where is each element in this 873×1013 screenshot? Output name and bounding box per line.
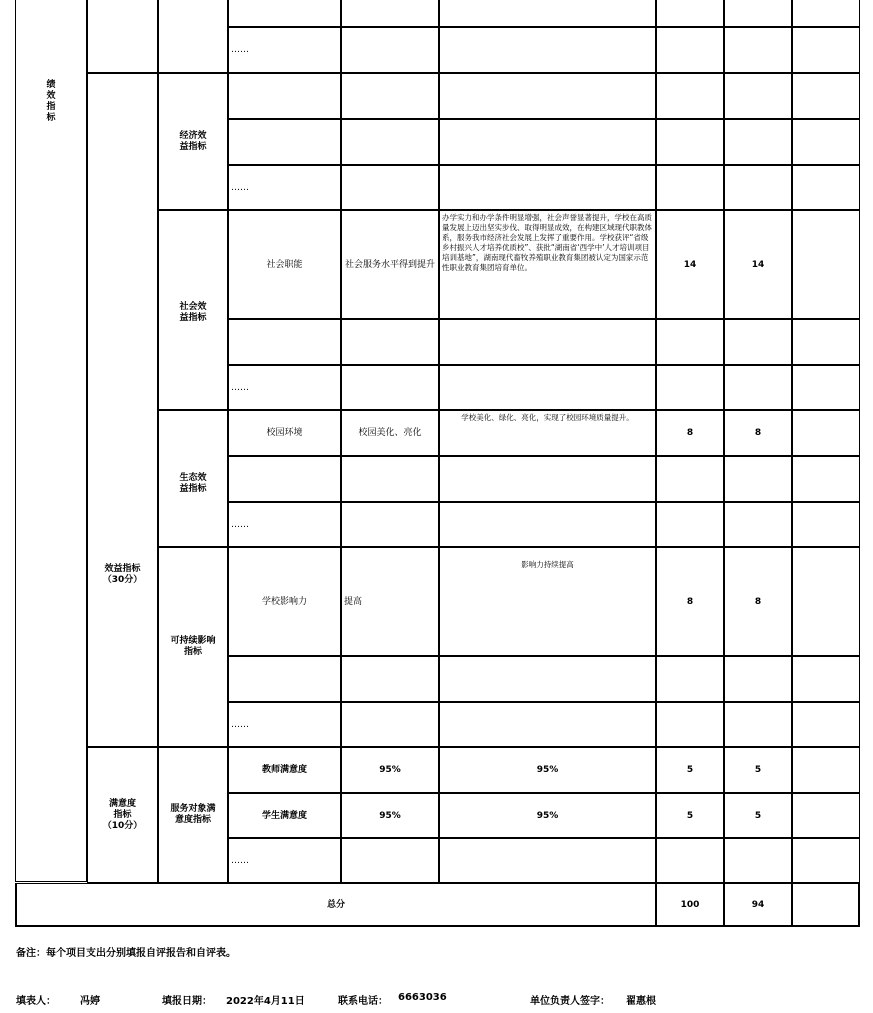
teacher-weight-cell [656,747,724,793]
eco-benefit-cell [158,410,228,547]
economic-benefit-label: 经济效 益指标 [179,130,207,152]
cell [439,365,656,410]
cell [792,656,860,702]
cell [656,165,724,210]
cell [228,319,341,365]
sustain-indicator-cell [228,547,341,656]
cell [724,656,792,702]
cell [724,702,792,747]
social-target: 社会服务水平得到提升 [344,259,435,270]
student-actual-cell [439,793,656,838]
eco-actual-cell [439,410,656,456]
student-indicator: 学生满意度 [261,810,307,821]
cell [724,365,792,410]
cell [656,119,724,165]
eco-indicator: 校园环境 [266,428,303,438]
cont-blank-1 [228,0,341,27]
cell [724,838,792,883]
social-score-cell [724,210,792,319]
cell [439,165,656,210]
cont-blank-5 [724,0,792,27]
cell [656,27,724,73]
cell [341,838,439,883]
student-target: 95% [379,810,401,821]
student-weight: 5 [686,810,694,821]
social-indicator: 社会职能 [266,259,303,270]
cell [724,165,792,210]
cell [439,73,656,119]
ellipsis-text: …… [231,182,249,193]
ellipsis-text: …… [231,719,249,730]
social-benefit-label: 社会效 益指标 [179,302,207,323]
cell [439,119,656,165]
sustain-ellipsis [228,702,341,747]
cell [439,456,656,502]
cell [724,119,792,165]
cell [792,747,860,793]
total-score-cell [724,883,792,927]
total-blank-cell [792,883,860,927]
filler-label: 填表人： [16,996,56,1007]
sustain-cell [158,547,228,747]
cell [439,702,656,747]
cell [439,502,656,547]
cell [341,27,439,73]
cell [656,365,724,410]
teacher-actual-cell [439,747,656,793]
cell [656,702,724,747]
cell [656,456,724,502]
social-weight: 14 [683,259,697,270]
cell [792,119,860,165]
total-label: 总分 [326,899,345,910]
teacher-indicator: 教师满意度 [261,765,307,775]
cell [341,365,439,410]
cont-col2 [87,0,158,73]
total-weight: 100 [680,899,700,910]
eco-ellipsis [228,502,341,547]
remark-note: 备注：每个项目支出分别填报自评报告和自评表。 [16,948,236,959]
phone-value: 6663036 [398,992,447,1003]
satisfaction-ellipsis [228,838,341,883]
sign-label: 单位负责人签字： [530,996,610,1007]
cell [439,838,656,883]
cell [341,456,439,502]
cell [724,27,792,73]
eco-benefit-label: 生态效 益指标 [179,472,207,494]
eco-target: 校园美化、亮化 [358,428,422,438]
cell [792,73,860,119]
cell [656,656,724,702]
student-target-cell [341,793,439,838]
cell [792,365,860,410]
sustain-weight-cell [656,547,724,656]
sustain-label: 可持续影响 指标 [170,636,216,657]
teacher-score-cell [724,747,792,793]
cell [341,165,439,210]
cell [724,73,792,119]
service-cell [158,747,228,883]
economic-ellipsis [228,165,341,210]
sustain-actual-cell [439,547,656,656]
cell [792,210,860,319]
sustain-target: 提高 [344,596,363,607]
satisfaction-label: 满意度 指标 （10分） [102,798,143,831]
cell [656,319,724,365]
social-target-cell [341,210,439,319]
eco-target-cell [341,410,439,456]
date-value: 2022年4月11日 [226,996,305,1007]
cell [228,656,341,702]
cell [792,319,860,365]
cell [228,73,341,119]
sustain-actual: 影响力持续提高 [521,560,574,569]
ellipsis-text: …… [231,382,249,393]
social-actual-cell [439,210,656,319]
total-score: 94 [751,899,765,910]
student-weight-cell [656,793,724,838]
cont-col3 [158,0,228,73]
teacher-target: 95% [379,765,401,775]
ellipsis-text: …… [231,45,249,55]
cell [792,165,860,210]
filler-name: 冯婷 [80,996,100,1007]
social-weight-cell [656,210,724,319]
benefit-indicator-cell [87,73,158,747]
student-indicator-cell [228,793,341,838]
cell [341,656,439,702]
cell [228,119,341,165]
ellipsis-text: …… [231,519,249,530]
cell [792,702,860,747]
service-label: 服务对象满 意度指标 [170,804,216,825]
phone-label: 联系电话： [338,996,388,1007]
cell [341,702,439,747]
total-label-cell [15,883,656,927]
student-score: 5 [754,810,762,821]
cell [792,456,860,502]
social-indicator-cell [228,210,341,319]
eco-weight: 8 [686,428,694,438]
teacher-indicator-cell [228,747,341,793]
cell [341,73,439,119]
cell [724,502,792,547]
perf-indicator-label: 绩 效 指 标 [46,80,56,123]
teacher-weight: 5 [686,765,694,775]
eco-weight-cell [656,410,724,456]
social-score: 14 [751,259,765,270]
teacher-target-cell [341,747,439,793]
cell [439,656,656,702]
eco-score-cell [724,410,792,456]
cell [341,502,439,547]
benefit-indicator-label: 效益指标 （30分） [102,564,143,585]
cell [792,502,860,547]
sustain-indicator: 学校影响力 [261,596,307,607]
student-actual: 95% [536,810,559,821]
cell [724,456,792,502]
cell [792,547,860,656]
cell [792,838,860,883]
eco-indicator-cell [228,410,341,456]
cell [228,456,341,502]
social-actual: 办学实力和办学条件明显增强，社会声誉显著提升，学校在高质量发展上迈出坚实步伐、取得明显成效，在构建区域现代职教体系，服务我市经济社会发展上发挥了重要作用。学校获评“省级乡村振兴人才培养优质校”、获批“湖南省‘西学中’人才培训项目培训基地”，湖南现代畜牧养殖职业教育集团被认定为国家示范性职业教育集团培育单位。 [442,213,652,272]
teacher-actual: 95% [536,765,559,775]
cont-blank-3 [439,0,656,27]
cell [792,27,860,73]
cell [792,410,860,456]
sustain-score-cell [724,547,792,656]
sustain-weight: 8 [686,596,694,607]
cell [656,838,724,883]
cell [341,119,439,165]
cont-blank-2 [341,0,439,27]
cont-ellipsis [228,27,341,73]
sustain-target-cell [341,547,439,656]
sign-name: 翟惠根 [626,996,656,1007]
sustain-score: 8 [754,596,762,607]
cell [439,319,656,365]
economic-benefit-cell [158,73,228,210]
student-score-cell [724,793,792,838]
cell [439,27,656,73]
eco-actual: 学校美化、绿化、亮化，实现了校园环境质量提升。 [461,413,634,422]
cell [792,793,860,838]
cell [656,502,724,547]
date-label: 填报日期： [162,996,212,1007]
cont-blank-6 [792,0,860,27]
social-benefit-cell [158,210,228,410]
satisfaction-cell [87,747,158,883]
ellipsis-text: …… [231,855,249,866]
perf-indicator-cell [15,0,87,882]
social-ellipsis [228,365,341,410]
cell [724,319,792,365]
eco-score: 8 [754,428,762,438]
total-weight-cell [656,883,724,927]
cell [656,73,724,119]
cell [341,319,439,365]
teacher-score: 5 [754,765,762,775]
cont-blank-4 [656,0,724,27]
